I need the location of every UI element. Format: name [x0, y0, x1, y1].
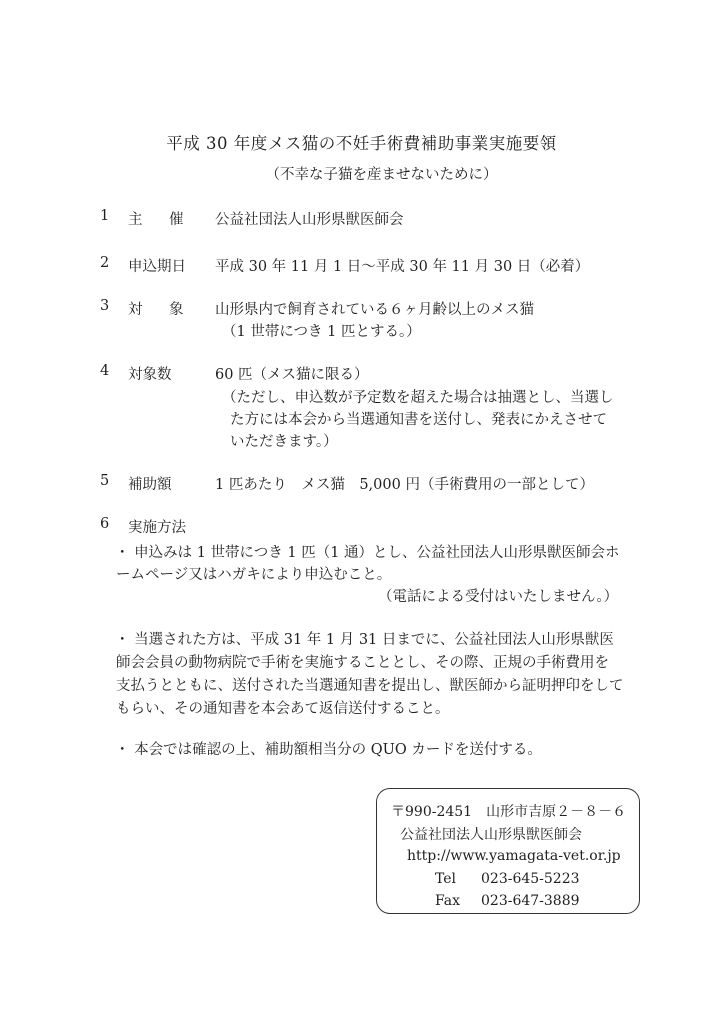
method-bullet-2-line-3: 支払うとともに、送付された当選通知書を提出し、獣医師から証明押印をして — [116, 678, 624, 694]
item-3-label: 対 象 — [128, 302, 190, 318]
method-bullet-3: ・ 本会では確認の上、補助額相当分の QUO カードを送付する。 — [115, 742, 542, 758]
contact-tel-label: Tel — [435, 871, 457, 887]
method-bullet-2-line-4: もらい、その通知書を本会あて返信送付すること。 — [116, 701, 450, 717]
item-1-number: 1 — [100, 208, 110, 224]
method-bullet-1-line-1: ・ 申込みは 1 世帯につき 1 匹（1 通）とし、公益社団法人山形県獣医師会ホ — [115, 545, 620, 561]
item-3-number: 3 — [100, 298, 110, 314]
item-3-value: 山形県内で飼育されている６ヶ月齢以上のメス猫 — [215, 302, 534, 318]
contact-fax-label: Fax — [435, 893, 461, 909]
item-4-label: 対象数 — [128, 367, 172, 383]
item-4-value: 60 匹（メス猫に限る） — [215, 367, 369, 383]
item-5-label: 補助額 — [128, 477, 172, 493]
item-6-number: 6 — [100, 516, 110, 532]
item-5-value: 1 匹あたり メス猫 5,000 円（手術費用の一部として） — [215, 477, 594, 493]
contact-address: 〒990-2451 山形市吉原２－８－６ — [391, 804, 627, 820]
item-4-note-line-1: （ただし、申込数が予定数を超えた場合は抽選とし、当選し — [222, 390, 614, 406]
method-bullet-2-line-1: ・ 当選された方は、平成 31 年 1 月 31 日までに、公益社団法人山形県獣医 — [115, 632, 614, 648]
item-4-note-line-3: いただきます。） — [230, 434, 338, 450]
contact-organization: 公益社団法人山形県獣医師会 — [400, 827, 582, 843]
contact-url[interactable]: http://www.yamagata-vet.or.jp — [407, 848, 621, 864]
item-1-label: 主 催 — [128, 212, 190, 228]
item-4-number: 4 — [100, 363, 110, 379]
item-2-value: 平成 30 年 11 月 1 日～平成 30 年 11 月 30 日（必着） — [215, 259, 590, 275]
method-bullet-2-line-2: 師会会員の動物病院で手術を実施することとし、その際、正規の手術費用を — [116, 655, 609, 671]
document-subtitle: （不幸な子猫を産ませないために） — [265, 167, 498, 183]
item-5-number: 5 — [100, 473, 110, 489]
item-3-note: （1 世帯につき 1 匹とする。） — [222, 324, 421, 340]
contact-fax: 023-647-3889 — [481, 893, 580, 909]
method-bullet-1-note: （電話による受付はいたしません。） — [378, 589, 619, 605]
contact-tel: 023-645-5223 — [481, 871, 580, 887]
document-title: 平成 30 年度メス猫の不妊手術費補助事業実施要領 — [166, 134, 557, 153]
method-bullet-1-line-2: ームページ又はハガキにより申込むこと。 — [116, 567, 392, 583]
item-4-note-line-2: た方には本会から当選通知書を送付し、発表にかえさせて — [230, 412, 607, 428]
contact-box — [376, 788, 640, 914]
item-1-value: 公益社団法人山形県獣医師会 — [215, 212, 404, 228]
item-2-number: 2 — [100, 255, 110, 271]
item-2-label: 申込期日 — [128, 259, 186, 275]
item-6-label: 実施方法 — [128, 520, 186, 536]
